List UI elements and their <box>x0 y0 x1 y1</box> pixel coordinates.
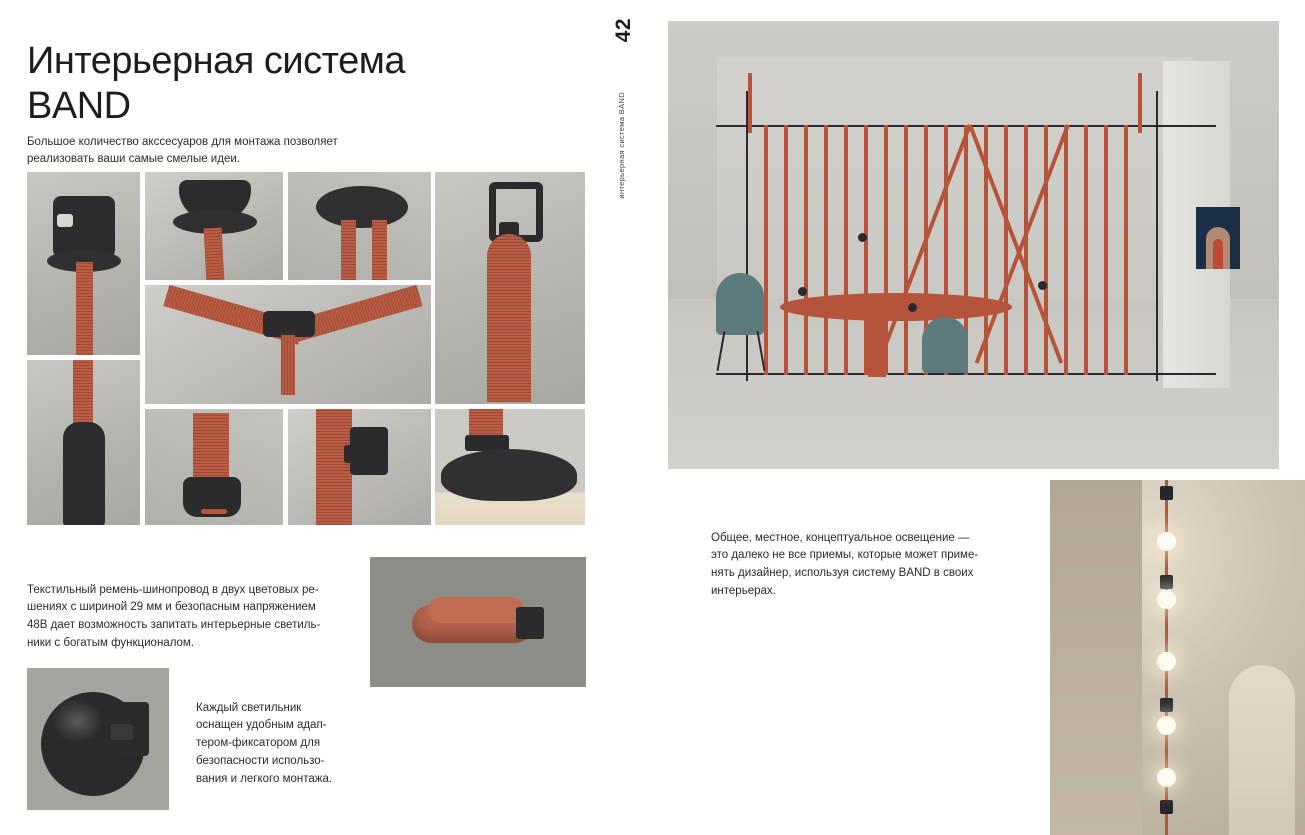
gallery-photo-black-tube-base <box>27 360 140 525</box>
gallery-photo-textile-belt-coil <box>370 557 586 687</box>
spine-label: интерьерная система BAND <box>617 92 626 199</box>
gallery-photo-spherical-lamp-adapter <box>27 668 169 810</box>
gallery-photo-strap-clip-mount <box>288 409 431 525</box>
gallery-photo-strap-end-cap <box>145 409 283 525</box>
adapter-description: Каждый светильник оснащен удобным адап- тером-фиксатором для безопасности использо- вания и легкого монтажа. <box>196 701 333 785</box>
gallery-photo-strap-v-connector <box>145 285 431 404</box>
page-title: Интерьерная система BAND <box>27 40 405 128</box>
corner-photo-vertical-band-pendant-lights <box>1050 480 1305 835</box>
belt-description: Текстильный ремень-шинопровод в двух цветовых ре- шениях с шириной 29 мм и безопасным напряжением 48В дает возможность запитать интерьерные светиль- ники с богатым функционалом. <box>27 583 321 649</box>
gallery-photo-ceiling-canopy-angled <box>145 172 283 280</box>
intro-paragraph: Большое количество акссесуаров для монтажа позволяет реализовать ваши самые смелые идеи. <box>27 135 338 165</box>
page-number: 42 <box>612 18 635 43</box>
lighting-description: Общее, местное, концептуальное освещение — это далеко не все приемы, которые может приме- нять дизайнер, используя систему BAND в своих интерьерах. <box>711 531 979 597</box>
gallery-photo-ceiling-canopy-top <box>288 172 431 280</box>
gallery-photo-strap-loop-hook <box>435 172 585 404</box>
gallery-photo-ceiling-mount-with-strap <box>27 172 140 355</box>
gallery-photo-disc-strap-fixing <box>435 409 585 525</box>
hero-photo-interior-band-room-divider <box>668 21 1279 469</box>
